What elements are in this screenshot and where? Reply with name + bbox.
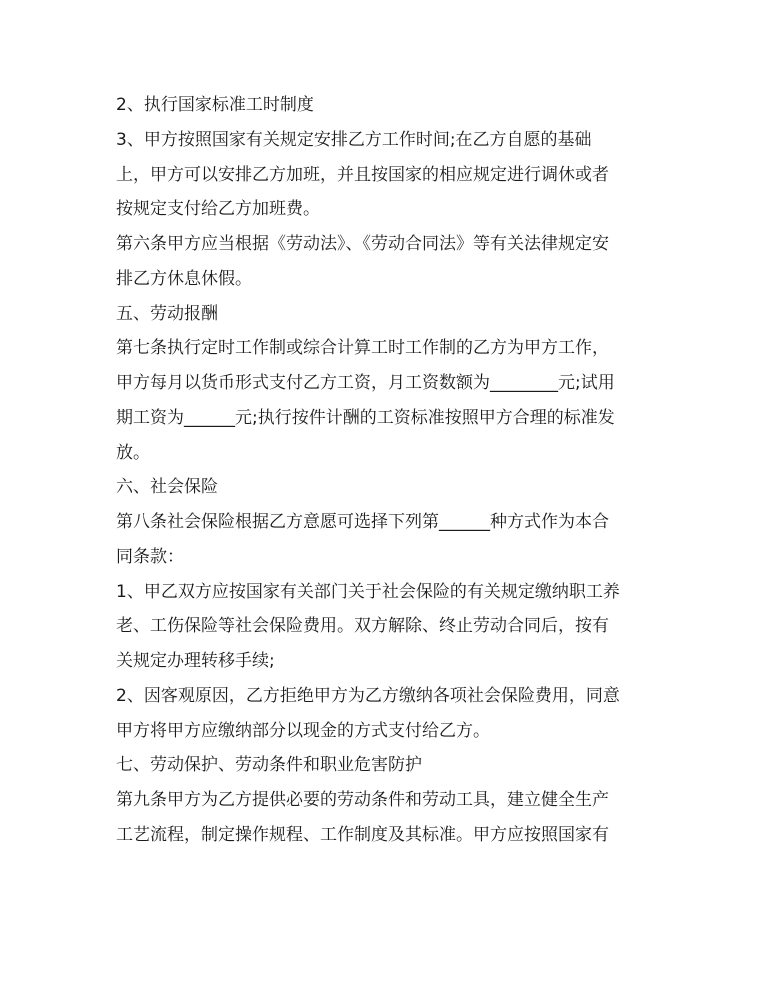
text-line: 甲方每月以货币形式支付乙方工资，月工资数额为________元;试用: [116, 373, 615, 393]
text-line: 1、甲乙双方应按国家有关部门关于社会保险的有关规定缴纳职工养: [116, 581, 620, 602]
text-line: 放。: [116, 442, 150, 463]
text-line: 关规定办理转移手续;: [116, 651, 275, 671]
text-line: 2、因客观原因，乙方拒绝甲方为乙方缴纳各项社会保险费用，同意: [116, 685, 620, 706]
document-body: [116, 88, 661, 853]
text-line: 期工资为______元;执行按件计酬的工资标准按照甲方合理的标准发: [116, 407, 615, 428]
section-heading: 五、劳动报酬: [116, 303, 218, 324]
text-line: 甲方将甲方应缴纳部分以现金的方式支付给乙方。: [116, 720, 490, 741]
text-line: 第六条甲方应当根据《劳动法》、《劳动合同法》等有关法律规定安: [116, 234, 609, 254]
text-line: 2、执行国家标准工时制度: [116, 95, 314, 115]
text-line: 工艺流程，制定操作规程、工作制度及其标准。甲方应按照国家有: [116, 824, 609, 845]
text-line: 上，甲方可以安排乙方加班，并且按国家的相应规定进行调休或者: [116, 164, 609, 185]
text-line: 第八条社会保险根据乙方意愿可选择下列第______种方式作为本合: [116, 512, 609, 532]
text-line: 第九条甲方为乙方提供必要的劳动条件和劳动工具，建立健全生产: [116, 790, 609, 810]
text-line: 老、工伤保险等社会保险费用。双方解除、终止劳动合同后，按有: [116, 616, 609, 637]
text-line: 3、甲方按照国家有关规定安排乙方工作时间;在乙方自愿的基础: [116, 129, 592, 150]
text-line: 第七条执行定时工作制或综合计算工时工作制的乙方为甲方工作，: [116, 338, 609, 359]
text-line: 同条款：: [116, 546, 184, 567]
text-line: 排乙方休息休假。: [116, 268, 252, 289]
section-heading: 六、社会保险: [116, 477, 218, 498]
section-heading: 七、劳动保护、劳动条件和职业危害防护: [116, 755, 422, 776]
text-line: 按规定支付给乙方加班费。: [116, 199, 320, 220]
